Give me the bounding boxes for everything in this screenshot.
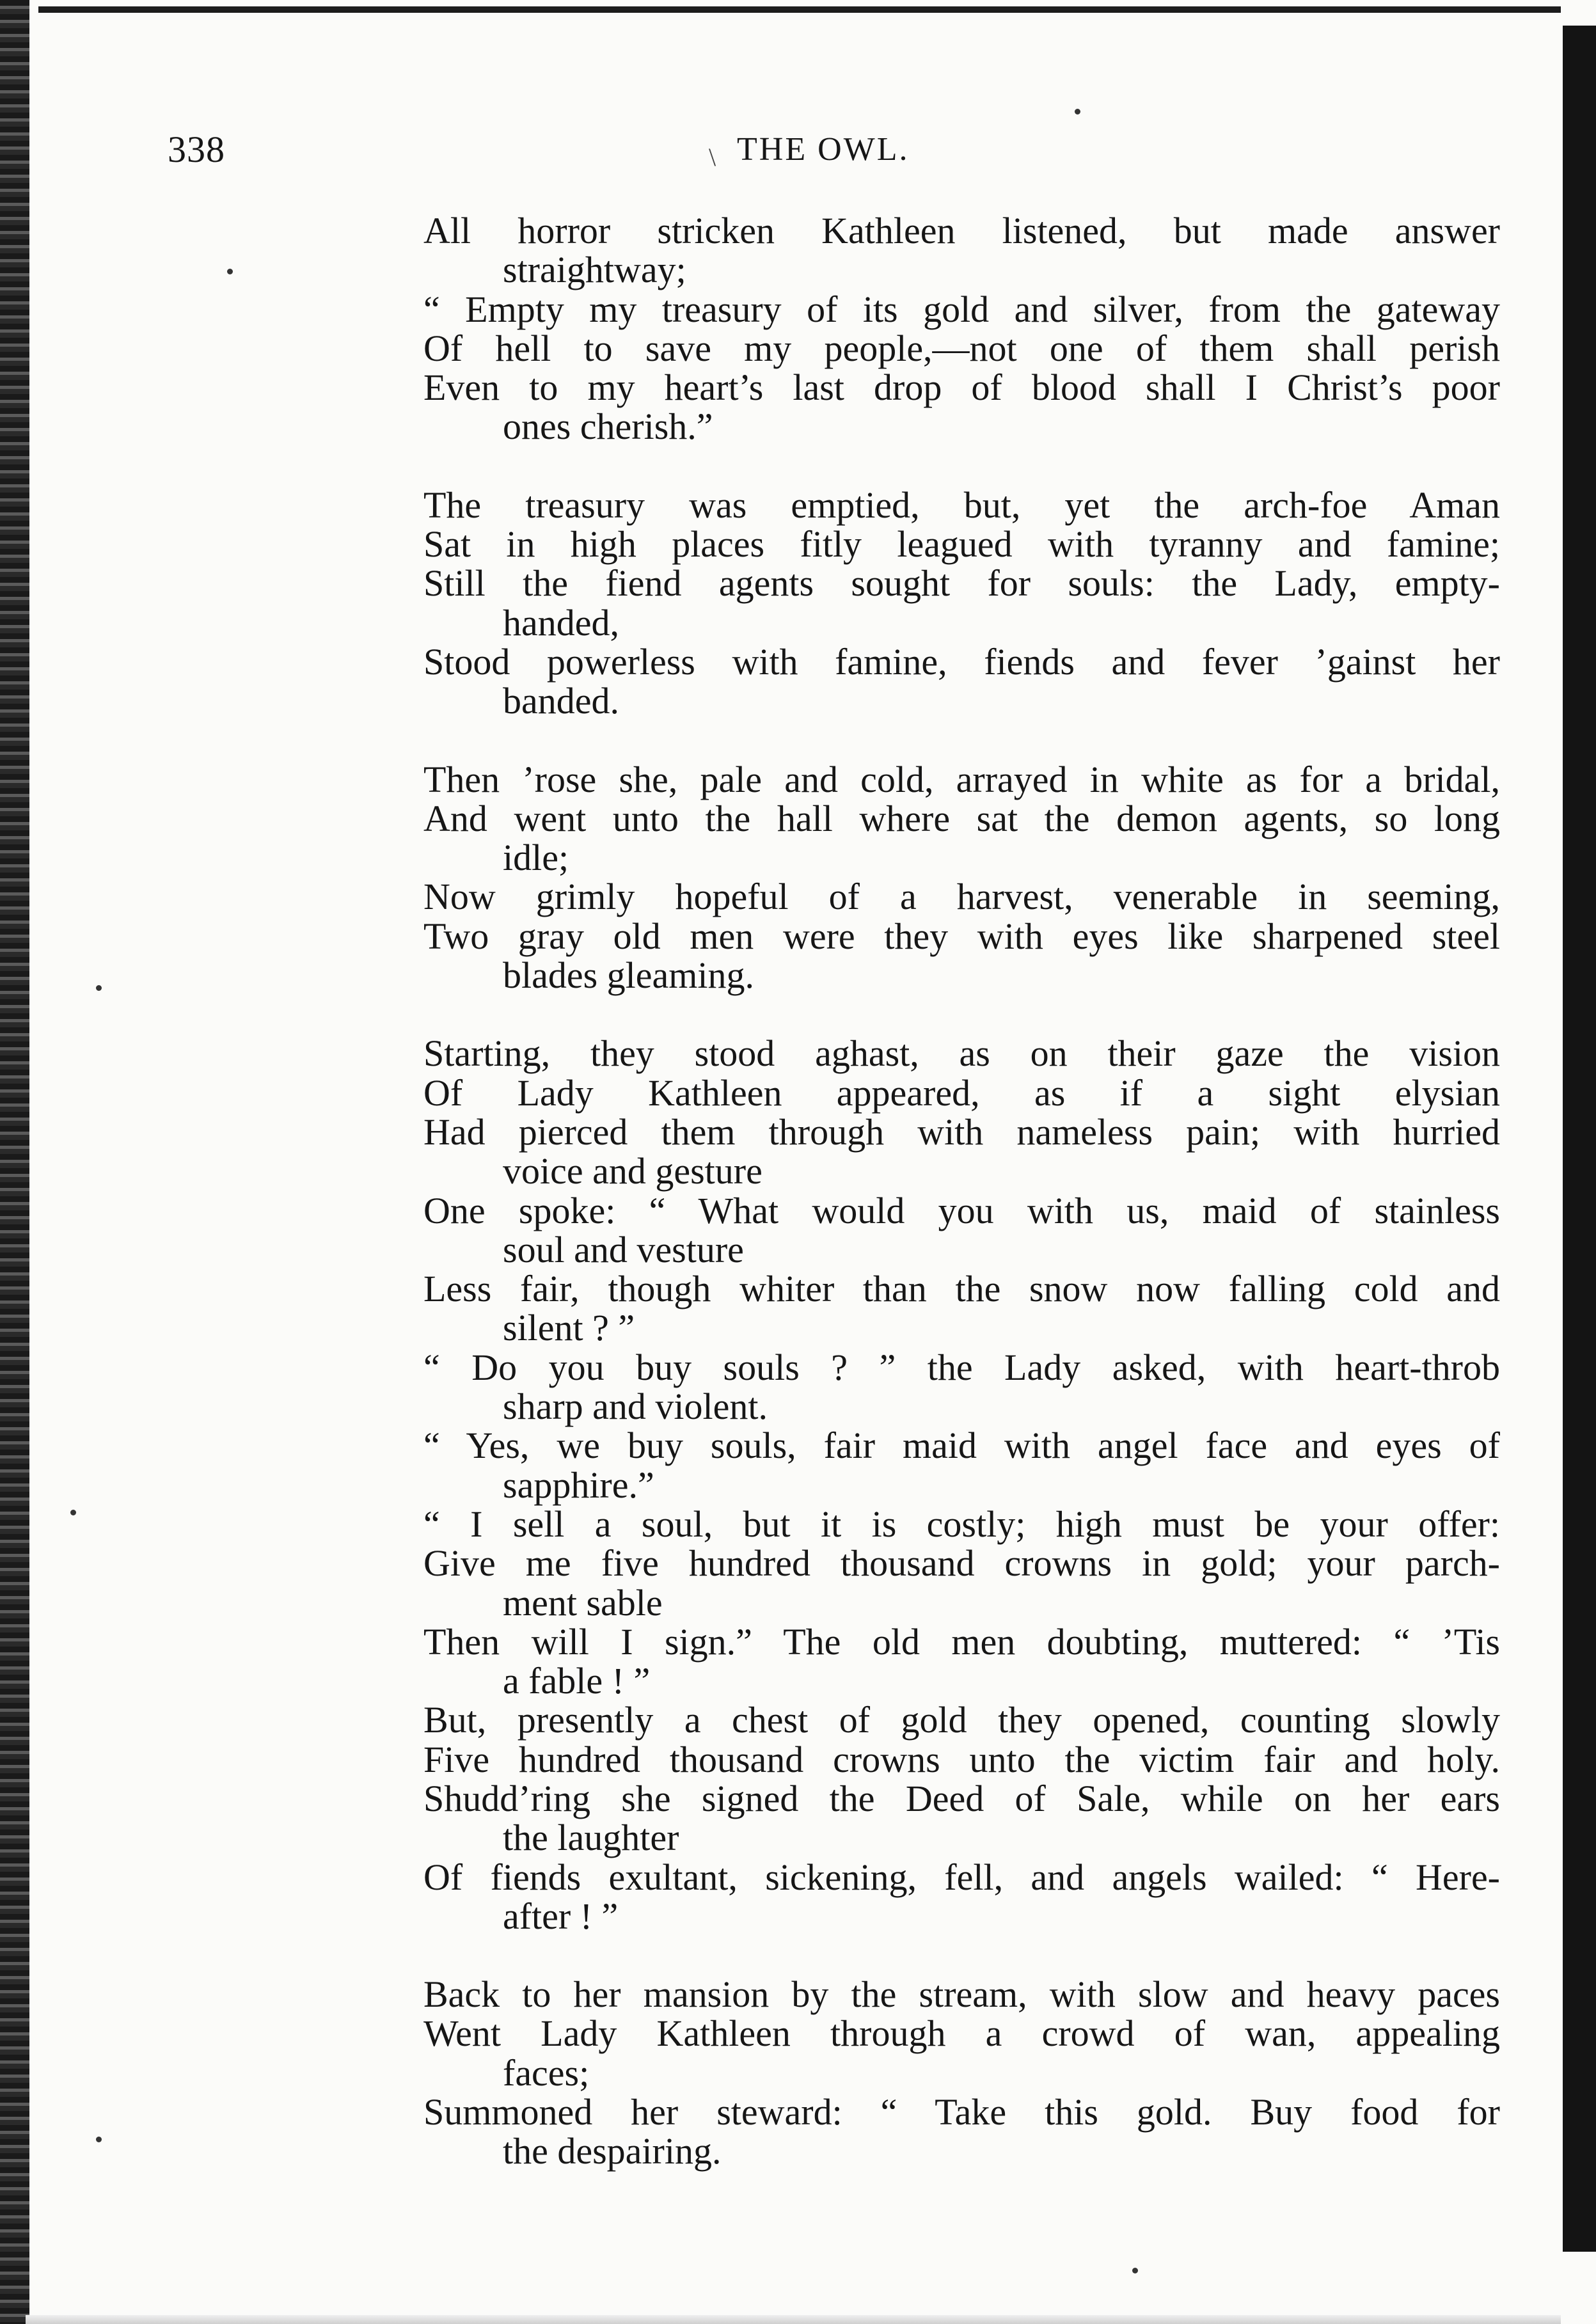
verse-line: Two gray old men were they with eyes like sharpened steel: [423, 915, 1500, 957]
verse-line-continuation: after ! ”: [503, 1895, 619, 1937]
page-top-edge-shadow: [38, 6, 1561, 13]
verse-line: Of hell to save my people,—not one of them shall perish: [423, 327, 1500, 369]
verse-line-continuation: ment sable: [503, 1581, 663, 1624]
verse-line: Stood powerless with famine, fiends and fever ’gainst her: [423, 640, 1500, 683]
verse-line: Shudd’ring she signed the Deed of Sale, while on her ears: [423, 1777, 1500, 1819]
verse-line: “ I sell a soul, but it is costly; high must be your offer:: [423, 1503, 1500, 1545]
verse-line-continuation: straightway;: [503, 249, 686, 291]
page-number: 338: [168, 129, 225, 170]
verse-line: Now grimly hopeful of a harvest, venerable in seeming,: [423, 876, 1500, 918]
verse-line: Back to her mansion by the stream, with slow and heavy paces: [423, 1973, 1500, 2016]
verse-line: Went Lady Kathleen through a crowd of wan, appealing: [423, 2012, 1500, 2055]
verse-line: All horror stricken Kathleen listened, but made answer: [423, 210, 1500, 251]
verse-line: Then will I sign.” The old men doubting, muttered: “ ’Tis: [423, 1620, 1500, 1663]
verse-line-continuation: faces;: [503, 2051, 590, 2094]
print-speck: [96, 985, 102, 991]
page-right-edge-shadow: [1563, 26, 1596, 2252]
stanza: [423, 211, 1500, 447]
verse-line: Sat in high places fitly leagued with tyranny and famine;: [423, 523, 1500, 565]
verse-line: And went unto the hall where sat the demon agents, so long: [423, 797, 1500, 839]
verse-line: Still the fiend agents sought for souls: the Lady, empty-: [423, 562, 1500, 605]
verse-line: One spoke: “ What would you with us, maid of stainless: [423, 1189, 1500, 1231]
stanza: [423, 760, 1500, 995]
verse-line: “ Yes, we buy souls, fair maid with angel face and eyes of: [423, 1425, 1500, 1467]
verse-line: Give me five hundred thousand crowns in gold; your parch-: [423, 1542, 1500, 1585]
verse-line-continuation: sapphire.”: [503, 1464, 654, 1506]
verse-line: Of fiends exultant, sickening, fell, and angels wailed: “ Here-: [423, 1856, 1500, 1898]
verse-line-continuation: blades gleaming.: [503, 954, 755, 997]
print-speck: [96, 2137, 102, 2142]
poem-body: [423, 211, 1500, 2210]
print-speck: [1075, 109, 1080, 115]
verse-line: “ Do you buy souls ? ” the Lady asked, with heart-throb: [423, 1346, 1500, 1388]
verse-line: “ Empty my treasury of its gold and silver, from the gateway: [423, 288, 1500, 330]
verse-line: Less fair, though whiter than the snow now falling cold and: [423, 1268, 1500, 1310]
verse-line-continuation: handed,: [503, 601, 619, 644]
verse-line: But, presently a chest of gold they opened, counting slowly: [423, 1699, 1500, 1741]
verse-line: Even to my heart’s last drop of blood shall I Christ’s poor: [423, 367, 1500, 409]
verse-line: Then ’rose she, pale and cold, arrayed in white as for a bridal,: [423, 758, 1500, 800]
page-binding-edge: [0, 0, 29, 2324]
verse-line-continuation: the laughter: [503, 1817, 679, 1859]
verse-line: Five hundred thousand crowns unto the victim fair and holy.: [423, 1738, 1500, 1780]
verse-line: Summoned her steward: “ Take this gold. Buy food for: [423, 2091, 1500, 2133]
verse-line-continuation: silent ? ”: [503, 1307, 635, 1349]
stanza: [423, 486, 1500, 721]
verse-line: Of Lady Kathleen appeared, as if a sight elysian: [423, 1071, 1500, 1114]
verse-line-continuation: ones cherish.”: [503, 406, 713, 448]
verse-line-continuation: banded.: [503, 680, 619, 722]
print-mark: \: [709, 143, 716, 171]
verse-line-continuation: the despairing.: [503, 2130, 722, 2172]
print-speck: [70, 1510, 76, 1515]
verse-line-continuation: voice and gesture: [503, 1150, 762, 1192]
verse-line-continuation: a fable ! ”: [503, 1660, 651, 1702]
page-bottom-edge: [26, 2315, 1561, 2324]
running-head: THE OWL.: [737, 131, 910, 168]
print-speck: [1132, 2268, 1138, 2273]
stanza: [423, 1034, 1500, 1936]
verse-line-continuation: soul and vesture: [503, 1228, 744, 1270]
verse-line: Had pierced them through with nameless pain; with hurried: [423, 1111, 1500, 1153]
verse-line-continuation: sharp and violent.: [503, 1386, 768, 1428]
verse-line-continuation: idle;: [503, 837, 569, 879]
stanza: [423, 1975, 1500, 2170]
verse-line: The treasury was emptied, but, yet the arch-foe Aman: [423, 484, 1500, 526]
verse-line: Starting, they stood aghast, as on their gaze the vision: [423, 1032, 1500, 1075]
print-speck: [227, 269, 233, 274]
